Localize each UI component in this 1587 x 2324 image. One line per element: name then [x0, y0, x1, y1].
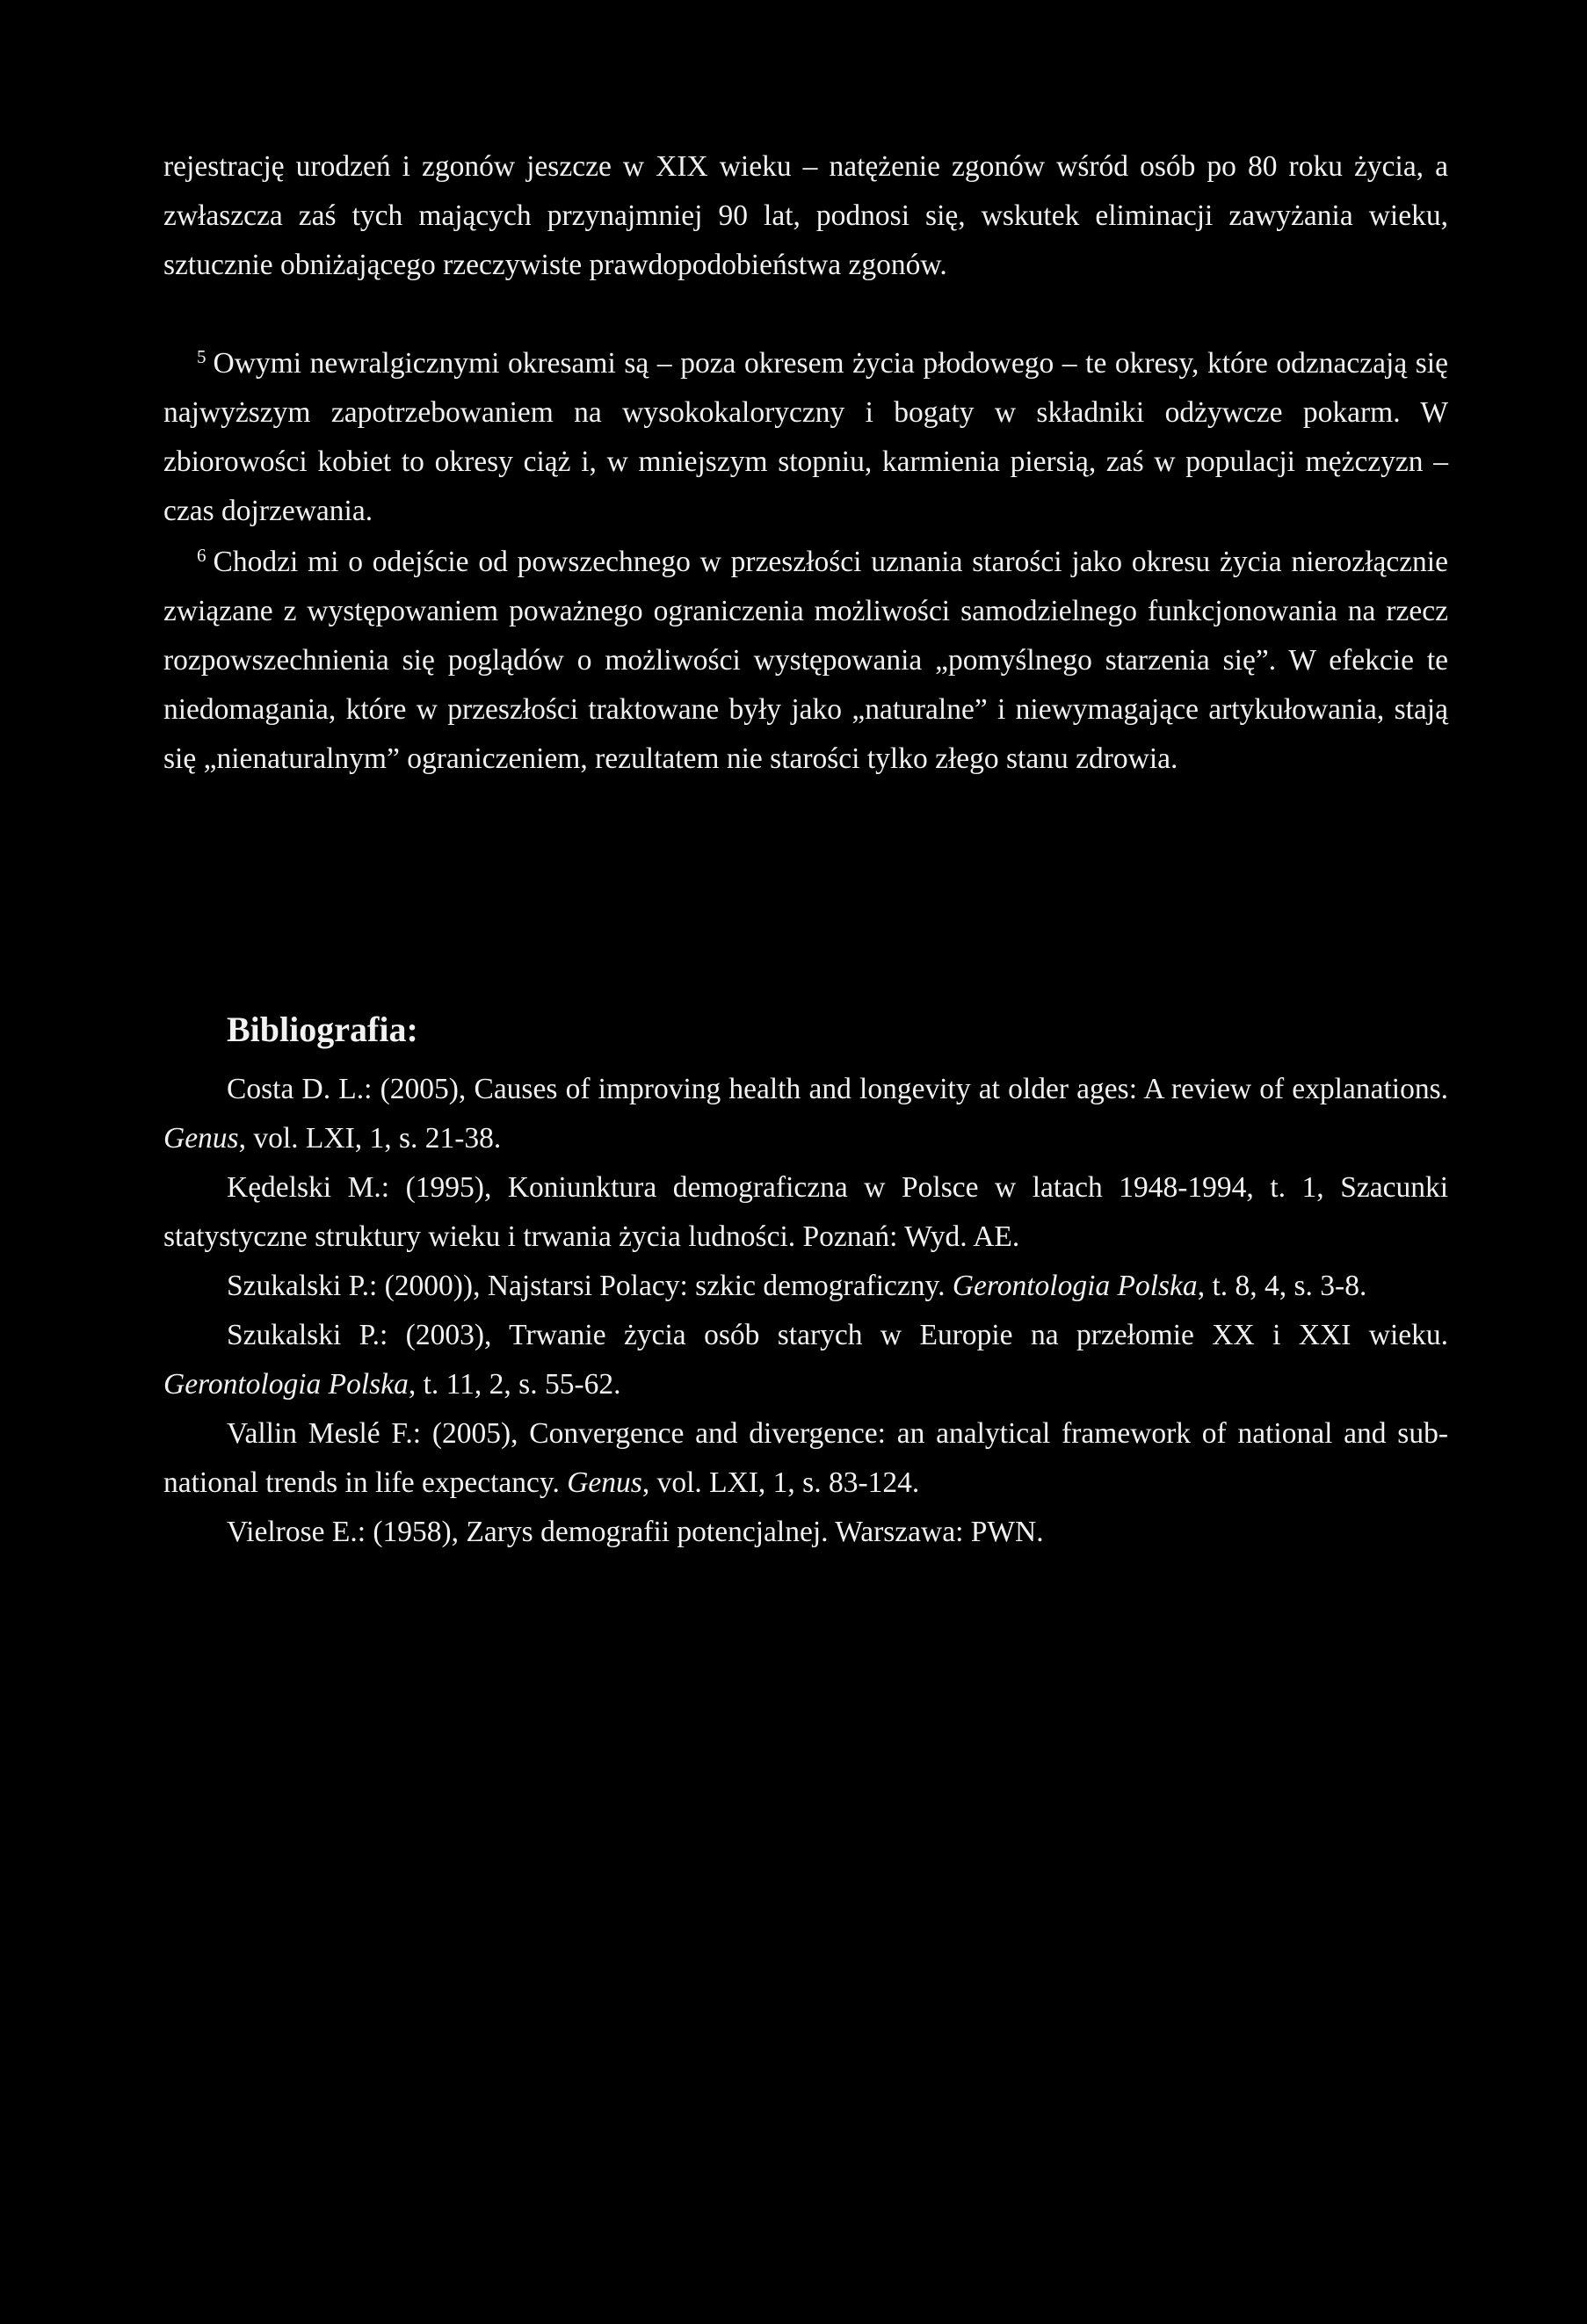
footnote-paragraph: [163, 339, 1448, 536]
footnote-text: Chodzi mi o odejście od powszechnego w przeszłości uznania starości jako okresu życia nierozłącznie związane z występowaniem poważnego ograniczenia możliwości samodzielnego funkcjonowania na rzecz rozpowszechnienia się poglądów o możliwości występowania „pomyślnego starzenia się”. W efekcie te niedomagania, które w przeszłości traktowane były jako „naturalne” i niewymagające artykułowania, stają się „nienaturalnym” ograniczeniem, rezultatem nie starości tylko złego stanu zdrowia.: [163, 546, 1448, 775]
entry-journal: Gerontologia Polska: [952, 1270, 1198, 1302]
footnote-number: 6: [197, 545, 207, 566]
footnote-paragraph: [163, 538, 1448, 784]
footnote-number: 5: [197, 346, 207, 367]
intro-paragraph: rejestrację urodzeń i zgonów jeszcze w XIX wieku – natężenie zgonów wśród osób po 80 roku życia, a zwłaszcza zaś tych mających przynajmniej 90 lat, podnosi się, wskutek eliminacji zawyżania wieku, sztucznie obniżającego rzeczywiste prawdopodobieństwa zgonów.: [163, 150, 1448, 281]
footnote-text: Owymi newralgicznymi okresami są – poza okresem życia płodowego – te okresy, które odznaczają się najwyższym zapotrzebowaniem na wysokokaloryczny i bogaty w składniki odżywcze pokarm. W zbiorowości kobiet to okresy ciąż i, w mniejszym stopniu, karmienia piersią, zaś w populacji mężczyzn – czas dojrzewania.: [163, 347, 1448, 527]
footnote-6: [163, 538, 1448, 784]
bibliography-entry: [163, 1163, 1448, 1262]
footnote-5: [163, 339, 1448, 536]
entry-details: , vol. LXI, 1, s. 83-124.: [641, 1466, 920, 1499]
bibliography-entry: [163, 1409, 1448, 1508]
bibliography-entry: [163, 1065, 1448, 1163]
bibliography-heading: Bibliografia:: [227, 1010, 418, 1049]
entry-details: , t. 8, 4, s. 3-8.: [1197, 1270, 1367, 1302]
entry-text: Costa D. L.: (2005), Causes of improving health and longevity at older ages: A review of explanations.: [227, 1073, 1448, 1105]
entry-journal: Genus: [163, 1122, 239, 1155]
bibliography-list: [163, 1065, 1448, 1557]
entry-text: Vallin Meslé F.: (2005), Convergence and divergence: an analytical framework of national and sub-national trends in life expectancy.: [163, 1417, 1448, 1499]
entry-journal: Genus: [567, 1466, 642, 1499]
entry-text: Kędelski M.: (1995), Koniunktura demograficzna w Polsce w latach 1948-1994, t. 1, Szacunki statystyczne struktury wieku i trwania życia ludności. Poznań: Wyd. AE.: [163, 1171, 1448, 1253]
bibliography-entry: [163, 1262, 1448, 1311]
intro-text-block: [163, 142, 1448, 290]
entry-text: Szukalski P.: (2000)), Najstarsi Polacy: szkic demograficzny.: [227, 1270, 953, 1302]
entry-details: , vol. LXI, 1, s. 21-38.: [238, 1122, 502, 1155]
entry-details: , t. 11, 2, s. 55-62.: [408, 1368, 621, 1401]
entry-text: Vielrose E.: (1958), Zarys demografii potencjalnej. Warszawa: PWN.: [227, 1516, 1044, 1548]
bibliography-entry: [163, 1311, 1448, 1409]
bibliography-entry: [163, 1508, 1448, 1557]
entry-text: Szukalski P.: (2003), Trwanie życia osób starych w Europie na przełomie XX i XXI wieku.: [227, 1319, 1448, 1351]
entry-journal: Gerontologia Polska: [163, 1368, 409, 1401]
